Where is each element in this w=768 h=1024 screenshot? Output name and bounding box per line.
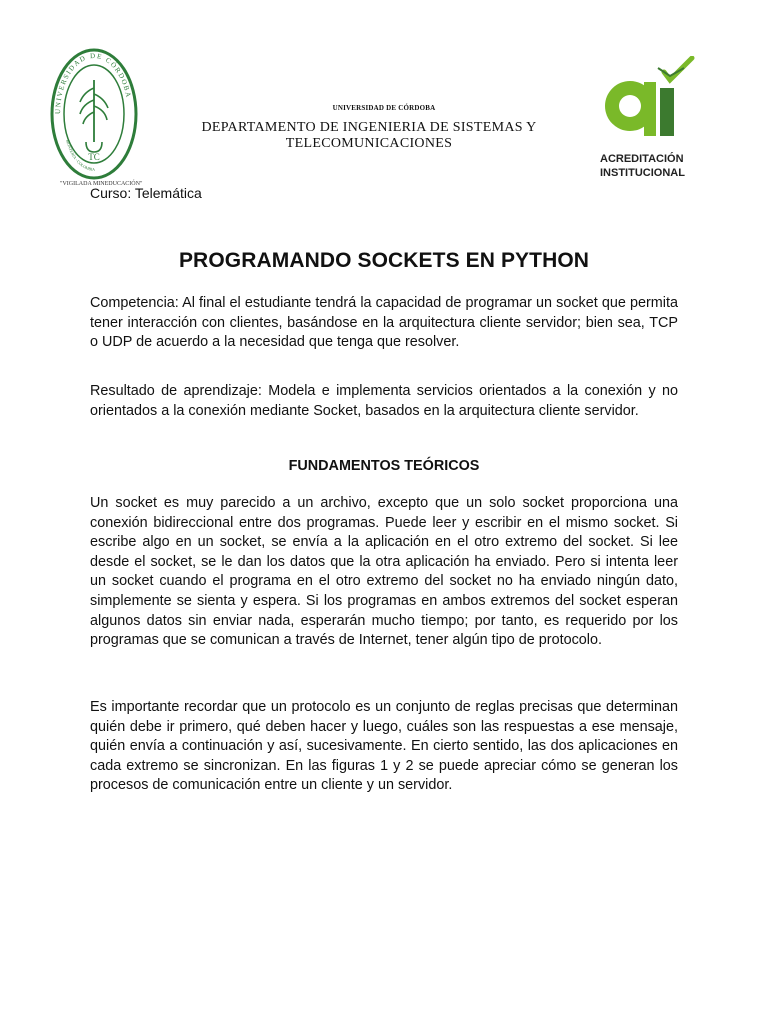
university-name: UNIVERSIDAD DE CÓRDOBA	[332, 104, 436, 112]
body-paragraph-protocol: Es importante recordar que un protocolo es un conjunto de reglas precisas que determinan quién debe ir primero, qué deben hacer y luego, cuáles son las respuestas a ese mensaje, quién envía a continuación y así, sucesivamente. En cierto sentido, las dos aplicaciones en cada extremo se sincronizan. En las figuras 1 y 2 se puede apreciar cómo se generan los procesos de comunicación entre un cliente y un servidor.	[90, 699, 678, 794]
accreditation-logo	[598, 56, 698, 180]
competencia-paragraph: Competencia: Al final el estudiante tendrá la capacidad de programar un socket que permita tener interacción con clientes, basándose en la arquitectura cliente servidor; bien sea, TCP o UDP de acuerdo a la necesidad que tenga que resolver.	[90, 295, 678, 351]
svg-text:INSTITUCIONAL: INSTITUCIONAL	[600, 167, 685, 179]
resultado-paragraph: Resultado de aprendizaje: Modela e implementa servicios orientados a la conexión y no orientados a la conexión mediante Socket, basados en la arquitectura cliente servidor.	[90, 383, 678, 419]
svg-text:UNIVERSIDAD DE CÓRDOBA: UNIVERSIDAD DE CÓRDOBA	[53, 51, 133, 115]
svg-text:MONTERÍA - COLOMBIA: MONTERÍA - COLOMBIA	[65, 138, 96, 172]
section-heading: FUNDAMENTOS TEÓRICOS	[288, 458, 480, 474]
svg-text:ACREDITACIÓN: ACREDITACIÓN	[600, 153, 684, 165]
page-title: PROGRAMANDO SOCKETS EN PYTHON	[178, 249, 590, 272]
svg-text:TC: TC	[88, 152, 100, 162]
department-name: DEPARTAMENTO DE INGENIERIA DE SISTEMAS Y TELECOMUNICACIONES	[201, 120, 537, 151]
course-label: Curso: Telemática	[90, 185, 202, 201]
university-seal-logo	[50, 48, 138, 180]
seal-motto: "VIGILADA MINEDUCACIÓN"	[60, 181, 143, 187]
body-paragraph-sockets: Un socket es muy parecido a un archivo, excepto que un solo socket proporciona una conexión bidireccional entre dos programas. Puede leer y escribir en el mismo socket. Si escribe algo en un socket, se envía a la aplicación en el otro extremo del socket. Si lee desde el socket, se le dan los datos que la otra aplicación ha enviado. Pero si intenta leer un socket cuando el programa en el otro extremo del socket no ha enviado ningún dato, simplemente se sienta y espera. Si los programas en ambos extremos del socket esperan algunos datos sin enviar nada, esperarán mucho tiempo; por tanto, es requerido por los programas que se comunican a través de Internet, tener algún tipo de protocolo.	[90, 495, 678, 649]
